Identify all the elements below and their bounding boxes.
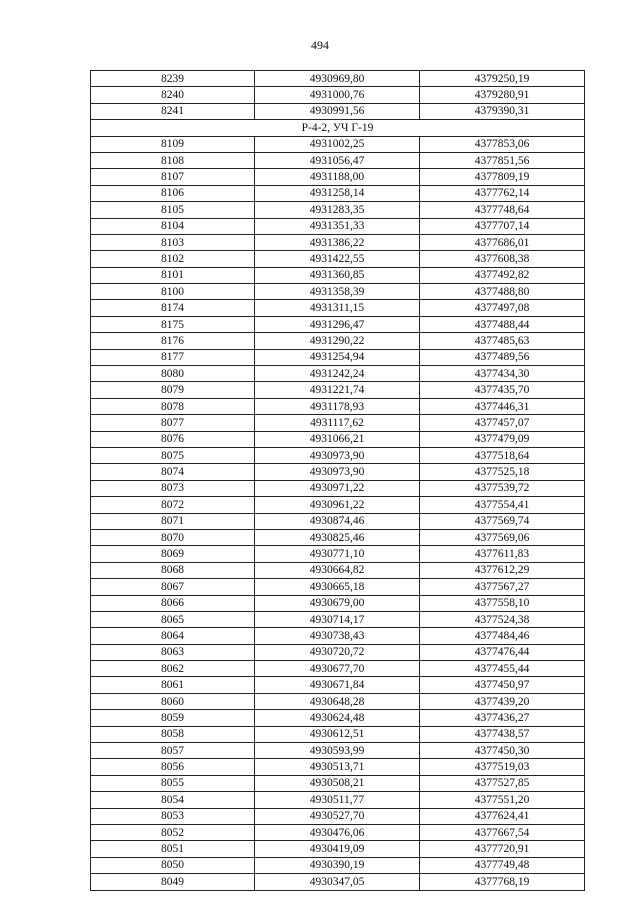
table-row — [91, 218, 585, 234]
x-coordinate-cell: 4930347,05 — [255, 874, 420, 890]
x-coordinate-cell: 4931242,24 — [255, 366, 420, 382]
x-coordinate-cell: 4931311,15 — [255, 300, 420, 316]
point-number-cell: 8073 — [91, 480, 255, 496]
y-coordinate-cell: 4377488,44 — [420, 316, 585, 332]
point-number-cell: 8107 — [91, 169, 255, 185]
point-number-cell: 8239 — [91, 71, 255, 87]
y-coordinate-cell: 4377569,74 — [420, 513, 585, 529]
y-coordinate-cell: 4377686,01 — [420, 234, 585, 250]
x-coordinate-cell: 4931351,33 — [255, 218, 420, 234]
table-row — [91, 480, 585, 496]
table-row — [91, 513, 585, 529]
point-number-cell: 8059 — [91, 710, 255, 726]
y-coordinate-cell: 4377450,30 — [420, 743, 585, 759]
x-coordinate-cell: 4930664,82 — [255, 562, 420, 578]
table-row — [91, 316, 585, 332]
y-coordinate-cell: 4377524,38 — [420, 611, 585, 627]
x-coordinate-cell: 4931386,22 — [255, 234, 420, 250]
point-number-cell: 8101 — [91, 267, 255, 283]
x-coordinate-cell: 4931358,39 — [255, 284, 420, 300]
table-row — [91, 103, 585, 119]
point-number-cell: 8103 — [91, 234, 255, 250]
table-row — [91, 546, 585, 562]
table-row — [91, 251, 585, 267]
table-row — [91, 677, 585, 693]
x-coordinate-cell: 4930771,10 — [255, 546, 420, 562]
y-coordinate-cell: 4377484,46 — [420, 628, 585, 644]
table-row — [91, 333, 585, 349]
x-coordinate-cell: 4930648,28 — [255, 693, 420, 709]
x-coordinate-cell: 4930593,99 — [255, 743, 420, 759]
x-coordinate-cell: 4930720,72 — [255, 644, 420, 660]
x-coordinate-cell: 4931254,94 — [255, 349, 420, 365]
table-row — [91, 743, 585, 759]
y-coordinate-cell: 4377768,19 — [420, 874, 585, 890]
y-coordinate-cell: 4377527,85 — [420, 775, 585, 791]
table-row — [91, 726, 585, 742]
point-number-cell: 8051 — [91, 841, 255, 857]
y-coordinate-cell: 4377707,14 — [420, 218, 585, 234]
x-coordinate-cell: 4930419,09 — [255, 841, 420, 857]
y-coordinate-cell: 4377519,03 — [420, 759, 585, 775]
point-number-cell: 8050 — [91, 857, 255, 873]
point-number-cell: 8109 — [91, 136, 255, 152]
coordinates-table — [90, 70, 585, 891]
point-number-cell: 8067 — [91, 579, 255, 595]
x-coordinate-cell: 4931290,22 — [255, 333, 420, 349]
point-number-cell: 8069 — [91, 546, 255, 562]
y-coordinate-cell: 4377762,14 — [420, 185, 585, 201]
y-coordinate-cell: 4377518,64 — [420, 447, 585, 463]
point-number-cell: 8063 — [91, 644, 255, 660]
table-row — [91, 824, 585, 840]
point-number-cell: 8055 — [91, 775, 255, 791]
x-coordinate-cell: 4931360,85 — [255, 267, 420, 283]
table-row — [91, 382, 585, 398]
point-number-cell: 8176 — [91, 333, 255, 349]
point-number-cell: 8079 — [91, 382, 255, 398]
point-number-cell: 8104 — [91, 218, 255, 234]
y-coordinate-cell: 4377457,07 — [420, 415, 585, 431]
point-number-cell: 8065 — [91, 611, 255, 627]
point-number-cell: 8062 — [91, 661, 255, 677]
y-coordinate-cell: 4377720,91 — [420, 841, 585, 857]
point-number-cell: 8080 — [91, 366, 255, 382]
y-coordinate-cell: 4377569,06 — [420, 529, 585, 545]
y-coordinate-cell: 4377434,30 — [420, 366, 585, 382]
point-number-cell: 8240 — [91, 87, 255, 103]
x-coordinate-cell: 4931283,35 — [255, 202, 420, 218]
table-row — [91, 661, 585, 677]
table-row — [91, 447, 585, 463]
table-row — [91, 234, 585, 250]
point-number-cell: 8175 — [91, 316, 255, 332]
y-coordinate-cell: 4377608,38 — [420, 251, 585, 267]
x-coordinate-cell: 4930511,77 — [255, 792, 420, 808]
table-row — [91, 464, 585, 480]
point-number-cell: 8105 — [91, 202, 255, 218]
point-number-cell: 8102 — [91, 251, 255, 267]
point-number-cell: 8071 — [91, 513, 255, 529]
table-row — [91, 529, 585, 545]
x-coordinate-cell: 4931002,25 — [255, 136, 420, 152]
table-row — [91, 398, 585, 414]
x-coordinate-cell: 4930991,56 — [255, 103, 420, 119]
point-number-cell: 8060 — [91, 693, 255, 709]
point-number-cell: 8064 — [91, 628, 255, 644]
y-coordinate-cell: 4377439,20 — [420, 693, 585, 709]
x-coordinate-cell: 4930969,80 — [255, 71, 420, 87]
table-row — [91, 366, 585, 382]
point-number-cell: 8100 — [91, 284, 255, 300]
x-coordinate-cell: 4931117,62 — [255, 415, 420, 431]
x-coordinate-cell: 4931296,47 — [255, 316, 420, 332]
table-row — [91, 595, 585, 611]
page-number: 494 — [311, 38, 329, 52]
x-coordinate-cell: 4930973,90 — [255, 464, 420, 480]
y-coordinate-cell: 4377612,29 — [420, 562, 585, 578]
y-coordinate-cell: 4377436,27 — [420, 710, 585, 726]
x-coordinate-cell: 4930508,21 — [255, 775, 420, 791]
x-coordinate-cell: 4931221,74 — [255, 382, 420, 398]
table-row — [91, 267, 585, 283]
x-coordinate-cell: 4930665,18 — [255, 579, 420, 595]
x-coordinate-cell: 4930513,71 — [255, 759, 420, 775]
x-coordinate-cell: 4931258,14 — [255, 185, 420, 201]
x-coordinate-cell: 4931178,93 — [255, 398, 420, 414]
x-coordinate-cell: 4930677,70 — [255, 661, 420, 677]
x-coordinate-cell: 4930714,17 — [255, 611, 420, 627]
table-row — [91, 710, 585, 726]
point-number-cell: 8108 — [91, 152, 255, 168]
x-coordinate-cell: 4930612,51 — [255, 726, 420, 742]
point-number-cell: 8072 — [91, 497, 255, 513]
table-row — [91, 644, 585, 660]
y-coordinate-cell: 4377853,06 — [420, 136, 585, 152]
table-row — [91, 579, 585, 595]
table-row — [91, 300, 585, 316]
y-coordinate-cell: 4377667,54 — [420, 824, 585, 840]
y-coordinate-cell: 4377435,70 — [420, 382, 585, 398]
coordinates-table-body — [91, 71, 585, 891]
point-number-cell: 8066 — [91, 595, 255, 611]
point-number-cell: 8077 — [91, 415, 255, 431]
table-row — [91, 431, 585, 447]
y-coordinate-cell: 4377567,27 — [420, 579, 585, 595]
point-number-cell: 8052 — [91, 824, 255, 840]
point-number-cell: 8057 — [91, 743, 255, 759]
table-row — [91, 71, 585, 87]
y-coordinate-cell: 4377748,64 — [420, 202, 585, 218]
point-number-cell: 8078 — [91, 398, 255, 414]
y-coordinate-cell: 4379390,31 — [420, 103, 585, 119]
point-number-cell: 8075 — [91, 447, 255, 463]
y-coordinate-cell: 4377476,44 — [420, 644, 585, 660]
x-coordinate-cell: 4931000,76 — [255, 87, 420, 103]
y-coordinate-cell: 4377446,31 — [420, 398, 585, 414]
x-coordinate-cell: 4930825,46 — [255, 529, 420, 545]
table-row — [91, 874, 585, 890]
point-number-cell: 8053 — [91, 808, 255, 824]
point-number-cell: 8074 — [91, 464, 255, 480]
y-coordinate-cell: 4379250,19 — [420, 71, 585, 87]
y-coordinate-cell: 4377624,41 — [420, 808, 585, 824]
x-coordinate-cell: 4931066,21 — [255, 431, 420, 447]
point-number-cell: 8054 — [91, 792, 255, 808]
point-number-cell: 8056 — [91, 759, 255, 775]
y-coordinate-cell: 4377485,63 — [420, 333, 585, 349]
table-row — [91, 628, 585, 644]
x-coordinate-cell: 4930679,00 — [255, 595, 420, 611]
point-number-cell: 8177 — [91, 349, 255, 365]
point-number-cell: 8174 — [91, 300, 255, 316]
point-number-cell: 8061 — [91, 677, 255, 693]
y-coordinate-cell: 4377749,48 — [420, 857, 585, 873]
section-row — [91, 120, 585, 136]
y-coordinate-cell: 4377554,41 — [420, 497, 585, 513]
y-coordinate-cell: 4377489,56 — [420, 349, 585, 365]
y-coordinate-cell: 4377479,09 — [420, 431, 585, 447]
x-coordinate-cell: 4930874,46 — [255, 513, 420, 529]
x-coordinate-cell: 4931422,55 — [255, 251, 420, 267]
point-number-cell: 8049 — [91, 874, 255, 890]
x-coordinate-cell: 4930971,22 — [255, 480, 420, 496]
table-row — [91, 562, 585, 578]
y-coordinate-cell: 4377525,18 — [420, 464, 585, 480]
x-coordinate-cell: 4930527,70 — [255, 808, 420, 824]
x-coordinate-cell: 4930671,84 — [255, 677, 420, 693]
y-coordinate-cell: 4377488,80 — [420, 284, 585, 300]
table-row — [91, 415, 585, 431]
table-row — [91, 611, 585, 627]
y-coordinate-cell: 4377438,57 — [420, 726, 585, 742]
point-number-cell: 8070 — [91, 529, 255, 545]
x-coordinate-cell: 4931188,00 — [255, 169, 420, 185]
table-row — [91, 841, 585, 857]
table-row — [91, 152, 585, 168]
section-title: Р-4-2, УЧ Г-19 — [91, 120, 585, 136]
x-coordinate-cell: 4930973,90 — [255, 447, 420, 463]
y-coordinate-cell: 4377551,20 — [420, 792, 585, 808]
y-coordinate-cell: 4377611,83 — [420, 546, 585, 562]
table-row — [91, 497, 585, 513]
y-coordinate-cell: 4377558,10 — [420, 595, 585, 611]
table-row — [91, 759, 585, 775]
point-number-cell: 8076 — [91, 431, 255, 447]
table-row — [91, 775, 585, 791]
point-number-cell: 8058 — [91, 726, 255, 742]
table-row — [91, 857, 585, 873]
y-coordinate-cell: 4377809,19 — [420, 169, 585, 185]
y-coordinate-cell: 4377492,82 — [420, 267, 585, 283]
table-row — [91, 136, 585, 152]
y-coordinate-cell: 4379280,91 — [420, 87, 585, 103]
x-coordinate-cell: 4931056,47 — [255, 152, 420, 168]
table-row — [91, 284, 585, 300]
point-number-cell: 8241 — [91, 103, 255, 119]
table-row — [91, 792, 585, 808]
y-coordinate-cell: 4377497,08 — [420, 300, 585, 316]
table-row — [91, 202, 585, 218]
x-coordinate-cell: 4930390,19 — [255, 857, 420, 873]
table-row — [91, 169, 585, 185]
point-number-cell: 8068 — [91, 562, 255, 578]
x-coordinate-cell: 4930476,06 — [255, 824, 420, 840]
table-row — [91, 349, 585, 365]
y-coordinate-cell: 4377851,56 — [420, 152, 585, 168]
table-row — [91, 808, 585, 824]
table-row — [91, 185, 585, 201]
y-coordinate-cell: 4377455,44 — [420, 661, 585, 677]
point-number-cell: 8106 — [91, 185, 255, 201]
x-coordinate-cell: 4930624,48 — [255, 710, 420, 726]
y-coordinate-cell: 4377450,97 — [420, 677, 585, 693]
table-row — [91, 693, 585, 709]
x-coordinate-cell: 4930961,22 — [255, 497, 420, 513]
x-coordinate-cell: 4930738,43 — [255, 628, 420, 644]
y-coordinate-cell: 4377539,72 — [420, 480, 585, 496]
table-row — [91, 87, 585, 103]
